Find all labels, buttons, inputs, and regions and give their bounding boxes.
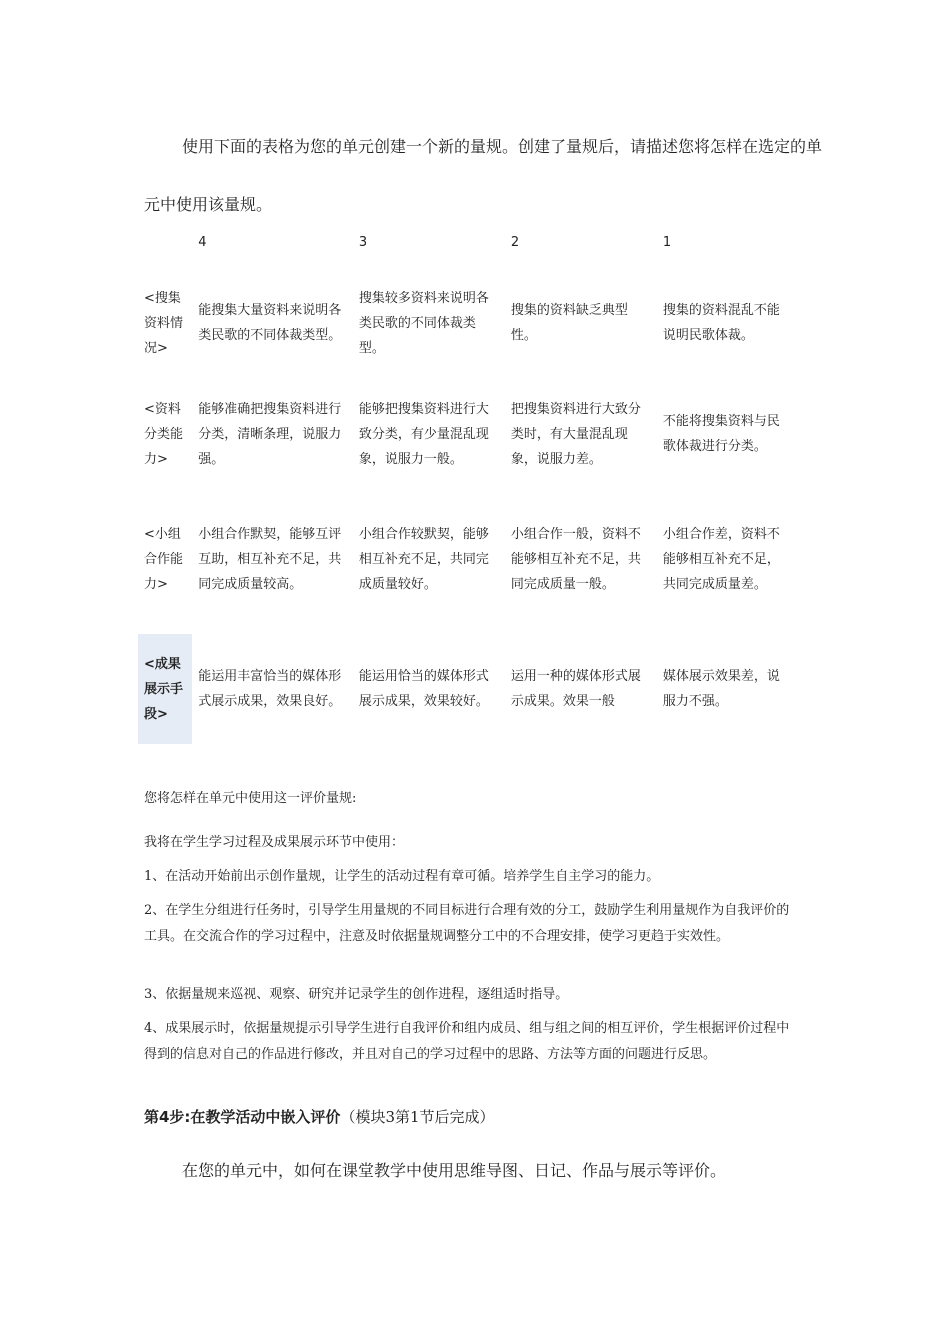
level-header: 2 bbox=[510, 234, 520, 250]
usage-item: 2、在学生分组进行任务时，引导学生用量规的不同目标进行合理有效的分工，鼓励学生利用量规作为自我评价的工具。在交流合作的学习过程中，注意及时依据量规调整分工中的不合理安排，使学习更趋于实效性。 bbox=[144, 903, 790, 944]
rubric-corner bbox=[138, 222, 192, 262]
rubric-cell: 能够准确把搜集资料进行分类，清晰条理，说服力强。 bbox=[198, 401, 342, 467]
usage-item: 3、依据量规来巡视、观察、研究并记录学生的创作进程，逐组适时指导。 bbox=[144, 987, 569, 1002]
rubric-cell: 搜集的资料混乱不能说明民歌体裁。 bbox=[662, 303, 780, 343]
rubric-cell: 能运用丰富恰当的媒体形式展示成果，效果良好。 bbox=[198, 669, 342, 709]
rubric-cell: 小组合作较默契，能够相互补充不足，共同完成质量较好。 bbox=[358, 526, 489, 592]
level-header: 4 bbox=[198, 234, 207, 250]
rubric-cell: 能搜集大量资料来说明各类民歌的不同体裁类型。 bbox=[198, 303, 342, 343]
step-heading bbox=[144, 1104, 495, 1130]
criterion-label: <小组合作能力> bbox=[144, 526, 184, 592]
criterion-label: <搜集资料情况> bbox=[144, 290, 184, 356]
usage-question: 您将怎样在单元中使用这一评价量规: bbox=[144, 791, 357, 806]
step-title: 第4步:在教学活动中嵌入评价 bbox=[144, 1108, 341, 1126]
rubric-cell: 把搜集资料进行大致分类时，有大量混乱现象，说服力差。 bbox=[510, 401, 641, 467]
rubric-cell: 运用一种的媒体形式展示成果。效果一般 bbox=[510, 669, 641, 709]
usage-item: 4、成果展示时，依据量规提示引导学生进行自我评价和组内成员、组与组之间的相互评价，学生根据评价过程中得到的信息对自己的作品进行修改，并且对自己的学习过程中的思路、方法等方面的问题进行反思。 bbox=[144, 1021, 790, 1062]
criterion-label: <成果展示手段> bbox=[138, 634, 192, 744]
rubric-cell: 搜集的资料缺乏典型性。 bbox=[510, 303, 628, 343]
rubric-cell: 不能将搜集资料与民歌体裁进行分类。 bbox=[662, 414, 780, 454]
criterion-label: <资料分类能力> bbox=[144, 401, 184, 467]
rubric-row bbox=[138, 262, 798, 384]
rubric-cell: 小组合作默契，能够互评互助，相互补充不足，共同完成质量较高。 bbox=[198, 526, 342, 592]
rubric-header-row bbox=[138, 222, 798, 262]
rubric-cell: 搜集较多资料来说明各类民歌的不同体裁类型。 bbox=[358, 290, 489, 356]
rubric-cell: 媒体展示效果差，说服力不强。 bbox=[662, 669, 780, 709]
usage-item: 1、在活动开始前出示创作量规，让学生的活动过程有章可循。培养学生自主学习的能力。 bbox=[144, 869, 660, 884]
rubric-row bbox=[138, 634, 798, 744]
rubric-row bbox=[138, 484, 798, 634]
step-note: （模块3第1节后完成） bbox=[340, 1108, 495, 1126]
rubric-table bbox=[138, 222, 798, 744]
rubric-cell: 小组合作一般，资料不能够相互补充不足，共同完成质量一般。 bbox=[510, 526, 641, 592]
level-header: 3 bbox=[358, 234, 368, 250]
rubric-cell: 小组合作差，资料不能够相互补充不足，共同完成质量差。 bbox=[662, 526, 780, 592]
closing-paragraph: 在您的单元中，如何在课堂教学中使用思维导图、日记、作品与展示等评价。 bbox=[182, 1161, 727, 1180]
level-header: 1 bbox=[662, 234, 672, 250]
rubric-cell: 能够把搜集资料进行大致分类，有少量混乱现象，说服力一般。 bbox=[358, 401, 489, 467]
usage-lead: 我将在学生学习过程及成果展示环节中使用： bbox=[144, 835, 405, 850]
intro-paragraph: 使用下面的表格为您的单元创建一个新的量规。创建了量规后，请描述您将怎样在选定的单元中使用该量规。 bbox=[144, 137, 823, 214]
rubric-cell: 能运用恰当的媒体形式展示成果，效果较好。 bbox=[358, 669, 489, 709]
rubric-row bbox=[138, 384, 798, 484]
